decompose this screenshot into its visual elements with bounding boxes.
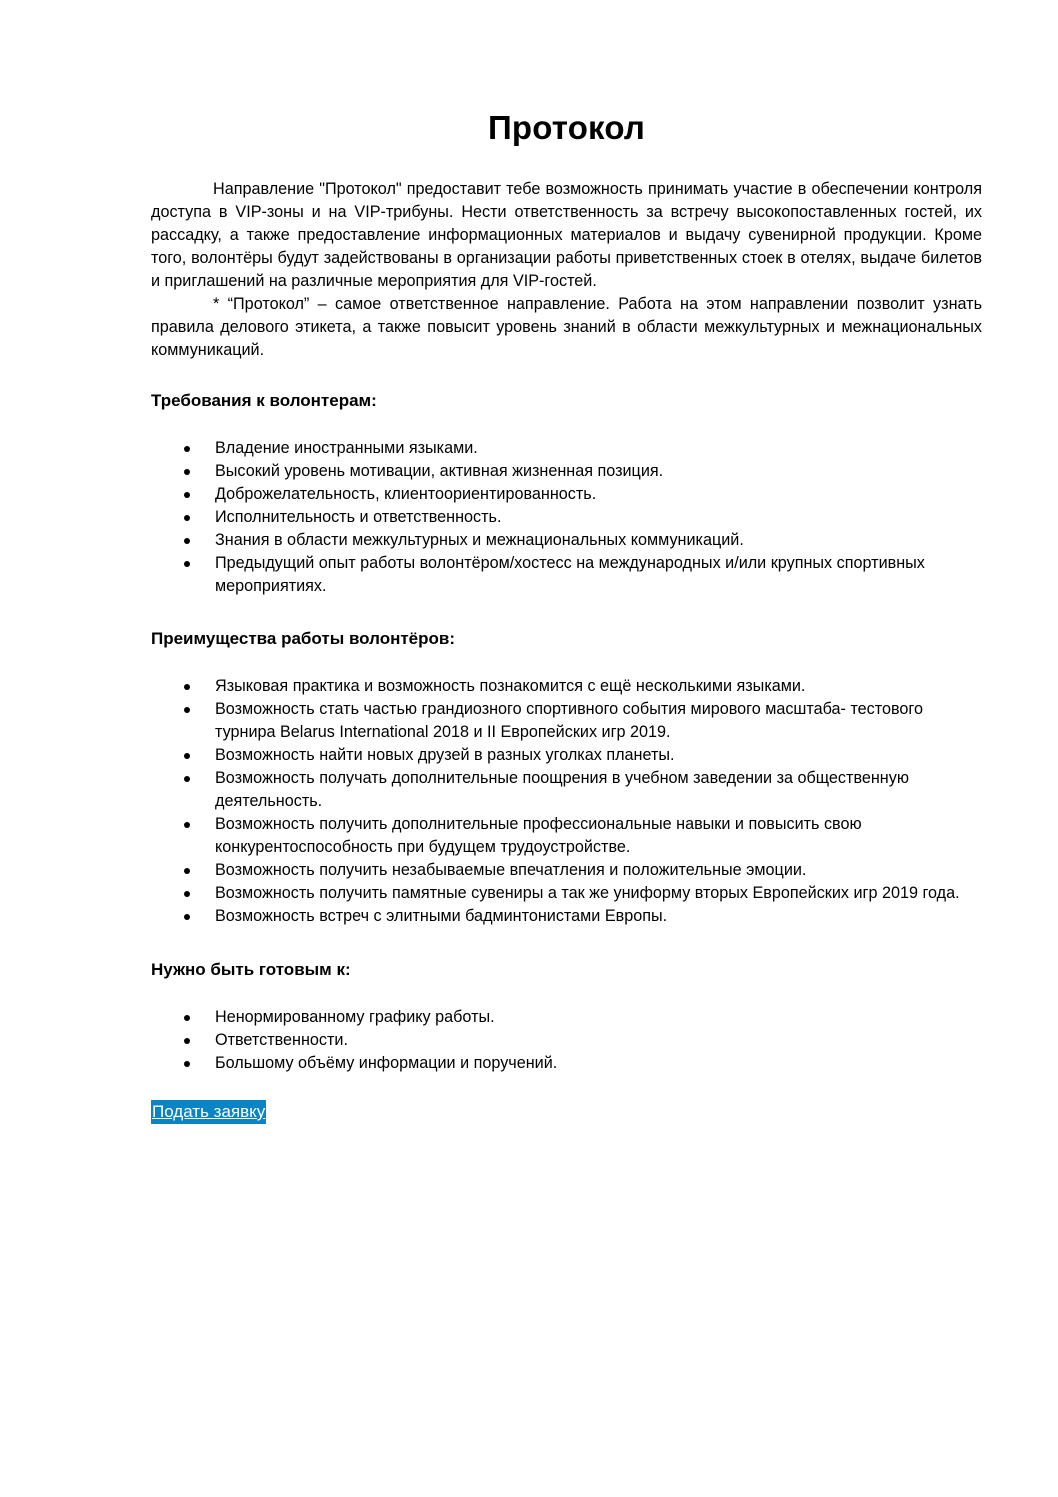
list-item-text: Возможность получить незабываемые впечатления и положительные эмоции. xyxy=(215,861,807,879)
bullet-icon xyxy=(184,1038,190,1044)
list-item xyxy=(151,882,982,905)
list-item xyxy=(151,859,982,882)
bullet-icon xyxy=(184,868,190,874)
list-item-text: Ответственности. xyxy=(215,1031,348,1049)
bullet-icon xyxy=(184,446,190,452)
list-item xyxy=(151,744,982,767)
list-item-text: Доброжелательность, клиентоориентированность. xyxy=(215,485,597,503)
list-item xyxy=(151,460,982,483)
list-item-text: Возможность получить дополнительные профессиональные навыки и повысить свою конкурентоспособность при будущем трудоустройстве. xyxy=(215,815,862,856)
requirements-list xyxy=(151,437,982,598)
apply-link[interactable]: Подать заявку xyxy=(151,1100,266,1124)
list-item-text: Предыдущий опыт работы волонтёром/хостесс на международных и/или крупных спортивных мероприятиях. xyxy=(215,554,925,595)
intro-note-paragraph: * “Протокол” – самое ответственное направление. Работа на этом направлении позволит узнать правила делового этикета, а также повысит уровень знаний в области межкультурных и межнациональных коммуникаций. xyxy=(151,295,982,359)
bullet-icon xyxy=(184,469,190,475)
page-title: Протокол xyxy=(487,109,646,146)
list-item xyxy=(151,552,982,598)
bullet-icon xyxy=(184,914,190,920)
list-item xyxy=(151,483,982,506)
list-item-text: Исполнительность и ответственность. xyxy=(215,508,502,526)
intro-paragraph: Направление "Протокол" предоставит тебе возможность принимать участие в обеспечении контроля доступа в VIP-зоны и на VIP-трибуны. Нести ответственность за встречу высокопоставленных гостей, их рассадку, а также предоставление информационных материалов и выдачу сувенирной продукции. Кроме того, волонтёры будут задействованы в организации работы приветственных стоек в отелях, выдаче билетов и приглашений на различные мероприятия для VIP-гостей. xyxy=(151,180,982,290)
bullet-icon xyxy=(184,1015,190,1021)
bullet-icon xyxy=(184,776,190,782)
bullet-icon xyxy=(184,891,190,897)
list-item xyxy=(151,437,982,460)
list-item-text: Знания в области межкультурных и межнациональных коммуникаций. xyxy=(215,531,744,549)
list-item-text: Ненормированному графику работы. xyxy=(215,1008,495,1026)
bullet-icon xyxy=(184,492,190,498)
list-item xyxy=(151,529,982,552)
bullet-icon xyxy=(184,707,190,713)
list-item xyxy=(151,813,982,859)
bullet-icon xyxy=(184,561,190,567)
list-item-text: Возможность найти новых друзей в разных уголках планеты. xyxy=(215,746,675,764)
bullet-icon xyxy=(184,538,190,544)
readiness-heading: Нужно быть готовым к: xyxy=(151,960,351,979)
list-item xyxy=(151,698,982,744)
list-item-text: Языковая практика и возможность познакомится с ещё несколькими языками. xyxy=(215,677,806,695)
list-item xyxy=(151,675,982,698)
advantages-heading: Преимущества работы волонтёров: xyxy=(151,629,456,648)
bullet-icon xyxy=(184,1061,190,1067)
list-item-text: Большому объёму информации и поручений. xyxy=(215,1054,558,1072)
list-item xyxy=(151,1006,982,1029)
advantages-list xyxy=(151,675,982,928)
list-item-text: Возможность встреч с элитными бадминтонистами Европы. xyxy=(215,907,668,925)
list-item xyxy=(151,1029,982,1052)
bullet-icon xyxy=(184,515,190,521)
list-item-text: Возможность получать дополнительные поощрения в учебном заведении за общественную деятельность. xyxy=(215,769,909,810)
list-item-text: Высокий уровень мотивации, активная жизненная позиция. xyxy=(215,462,664,480)
bullet-icon xyxy=(184,753,190,759)
bullet-icon xyxy=(184,684,190,690)
list-item-text: Возможность получить памятные сувениры а так же униформу вторых Европейских игр 2019 года. xyxy=(215,884,960,902)
bullet-icon xyxy=(184,822,190,828)
readiness-list xyxy=(151,1006,982,1075)
list-item-text: Владение иностранными языками. xyxy=(215,439,478,457)
intro-section xyxy=(151,178,982,362)
list-item xyxy=(151,1052,982,1075)
requirements-heading: Требования к волонтерам: xyxy=(151,391,377,410)
list-item-text: Возможность стать частью грандиозного спортивного события мирового масштаба- тестового турнира Belarus International 2018 и II Европейских игр 2019. xyxy=(215,700,923,741)
list-item xyxy=(151,767,982,813)
list-item xyxy=(151,905,982,928)
list-item xyxy=(151,506,982,529)
